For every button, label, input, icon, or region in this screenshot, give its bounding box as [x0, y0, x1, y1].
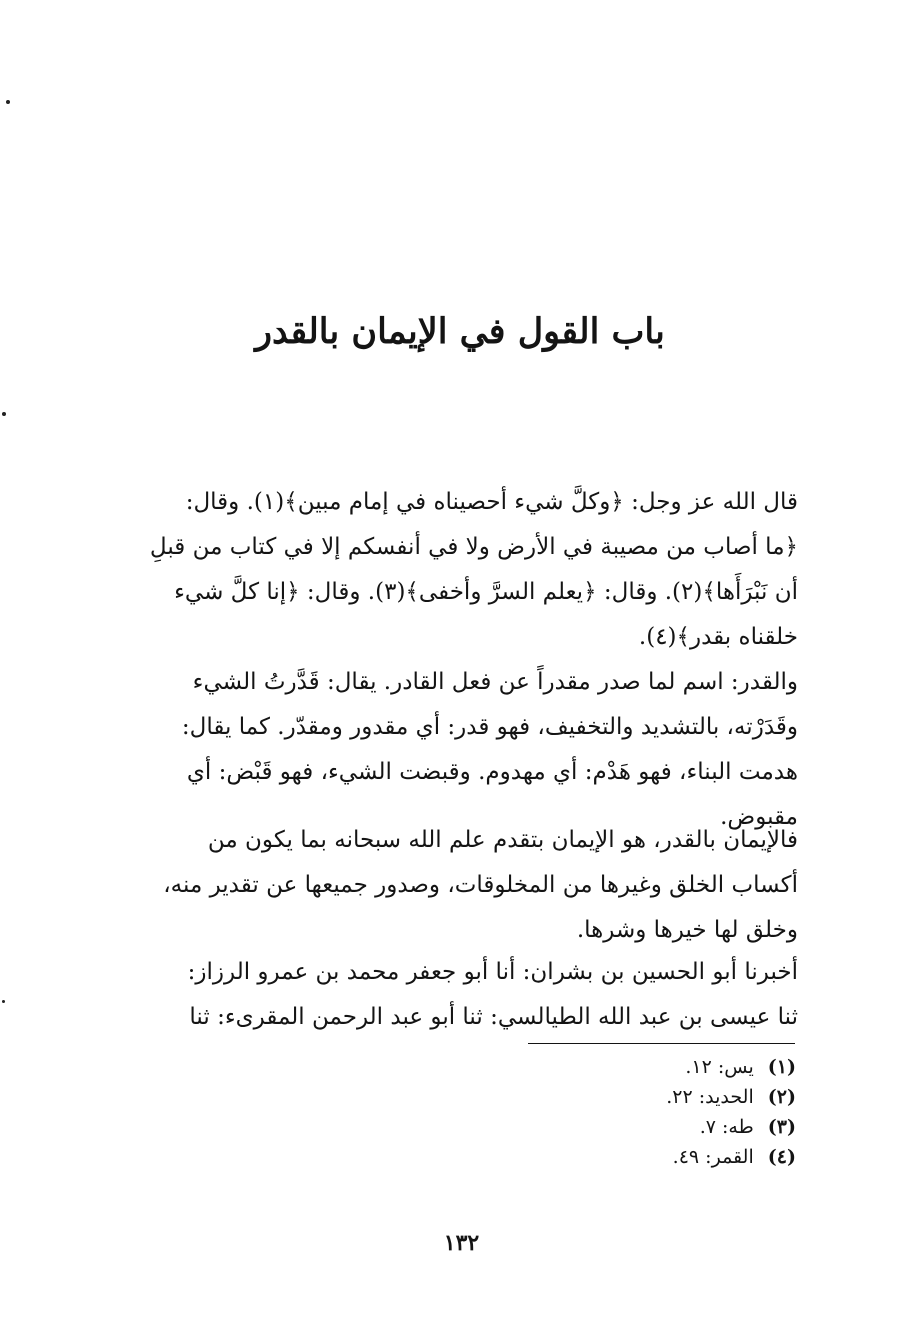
footnotes-list	[500, 1052, 796, 1172]
text-line: مقبوض.	[720, 804, 798, 830]
footnote-item	[500, 1082, 796, 1112]
text-line: والقدر: اسم لما صدر مقدراً عن فعل القادر. يقال: قَدَّرتُ الشيء	[192, 669, 798, 695]
footnote-number: (١)	[767, 1056, 796, 1078]
footnote-text: يس: ١٢.	[685, 1056, 754, 1078]
text-line: خلقناه بقدر﴾(٤).	[638, 624, 798, 650]
chapter-title: باب القول في الإيمان بالقدر	[255, 311, 665, 352]
footnote-item	[500, 1112, 796, 1142]
paragraph-belief	[118, 818, 798, 953]
text-line: ثنا عيسى بن عبد الله الطيالسي: ثنا أبو عبد الرحمن المقرىء: ثنا	[189, 1004, 798, 1030]
footnote-number: (٤)	[767, 1146, 796, 1168]
paragraph-isnad	[118, 950, 798, 1040]
footnote-number: (٢)	[767, 1086, 796, 1108]
paragraph-quran-verses	[118, 480, 798, 660]
footnote-item	[500, 1052, 796, 1082]
paragraph-definition	[118, 660, 798, 840]
footnote-divider	[528, 1043, 795, 1044]
footnote-item	[500, 1142, 796, 1172]
text-line: أن نَبْرَأَها﴾(٢). وقال: ﴿يعلم السرَّ وأخفى﴾(٣). وقال: ﴿إنا كلَّ شيء	[174, 579, 798, 605]
text-line: فالإيمان بالقدر، هو الإيمان بتقدم علم الله سبحانه بما يكون من	[207, 827, 798, 853]
page-number: ١٣٢	[443, 1230, 480, 1256]
footnote-text: طه: ٧.	[699, 1116, 754, 1138]
text-line: ﴿ما أصاب من مصيبة في الأرض ولا في أنفسكم إلا في كتاب من قبلِ	[149, 534, 798, 560]
text-line: قال الله عز وجل: ﴿وكلَّ شيء أحصيناه في إمام مبين﴾(١). وقال:	[185, 489, 798, 515]
text-line: وقَدَرْته، بالتشديد والتخفيف، فهو قدر: أي مقدور ومقدّر. كما يقال:	[181, 714, 798, 740]
scan-speck	[2, 1000, 5, 1003]
footnote-text: القمر: ٤٩.	[672, 1146, 754, 1168]
text-line: هدمت البناء، فهو هَدْم: أي مهدوم. وقبضت الشيء، فهو قَبْض: أي	[186, 759, 798, 785]
scan-speck	[6, 100, 10, 104]
text-line: أكساب الخلق وغيرها من المخلوقات، وصدور جميعها عن تقدير منه،	[163, 872, 798, 898]
scan-speck	[2, 412, 6, 416]
footnote-text: الحديد: ٢٢.	[666, 1086, 754, 1108]
text-line: أخبرنا أبو الحسين بن بشران: أنا أبو جعفر محمد بن عمرو الرزاز:	[187, 959, 798, 985]
footnote-number: (٣)	[767, 1116, 796, 1138]
text-line: وخلق لها خيرها وشرها.	[576, 917, 798, 943]
